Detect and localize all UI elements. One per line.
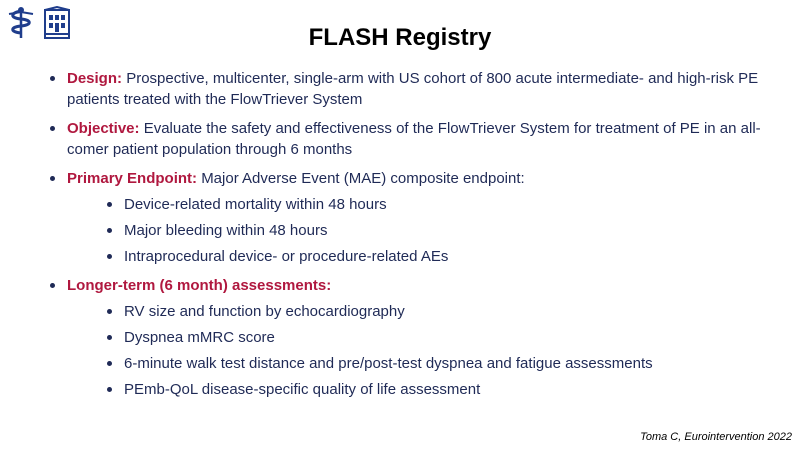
bullet-longer-term: [50, 275, 770, 400]
bullet-objective: [50, 118, 770, 160]
page-title: FLASH Registry: [308, 24, 492, 51]
bullet-design: [50, 68, 770, 110]
bullet-list: [50, 68, 770, 408]
bullet-text: Evaluate the safety and effectiveness of the FlowTriever System for treatment of PE in an all-comer patient population through 6 months: [67, 120, 761, 158]
sub-item: Dyspnea mMRC score: [107, 327, 770, 348]
bullet-text: Prospective, multicenter, single-arm with US cohort of 800 acute intermediate- and high-risk PE patients treated with the FlowTriever System: [67, 70, 759, 108]
bullet-text: Major Adverse Event (MAE) composite endpoint:: [201, 170, 525, 187]
sub-item: 6-minute walk test distance and pre/post-test dyspnea and fatigue assessments: [107, 353, 770, 374]
bullet-label: Longer-term (6 month) assessments:: [67, 277, 332, 294]
sub-item: Major bleeding within 48 hours: [107, 220, 770, 241]
sub-list: [107, 194, 770, 267]
citation: Toma C, Eurointervention 2022: [640, 431, 792, 443]
sub-item: Intraprocedural device- or procedure-related AEs: [107, 246, 770, 267]
sub-list: [107, 301, 770, 400]
sub-item: Device-related mortality within 48 hours: [107, 194, 770, 215]
bullet-label: Objective:: [67, 120, 140, 137]
bullet-label: Design:: [67, 70, 123, 87]
sub-item: PEmb-QoL disease-specific quality of life assessment: [107, 379, 770, 400]
bullet-primary-endpoint: [50, 168, 770, 267]
sub-item: RV size and function by echocardiography: [107, 301, 770, 322]
bullet-label: Primary Endpoint:: [67, 170, 198, 187]
